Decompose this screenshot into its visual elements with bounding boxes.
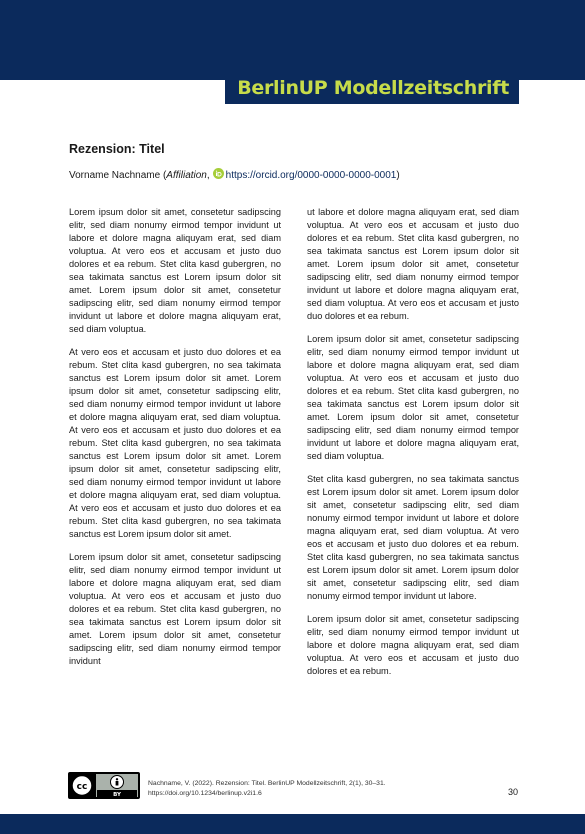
page-number: 30	[507, 787, 518, 797]
paragraph: At vero eos et accusam et justo duo dolores et ea rebum. Stet clita kasd gubergren, no sea takimata sanctus est Lorem ipsum dolor sit amet. Lorem ipsum dolor sit amet, consetetur sadipscing elitr, sed diam nonumy eirmod tempor invidunt ut labore et dolore magna aliquyam erat, sed diam voluptua. At vero eos et accusam et justo duo dolores et ea rebum. Stet clita kasd gubergren, no sea takimata sanctus est Lorem ipsum dolor sit amet. Lorem ipsum dolor sit amet, consetetur sadipscing elitr, sed diam nonumy eirmod tempor invidunt ut labore et dolore magna aliquyam erat, sed diam voluptua. At vero eos et accusam et justo duo dolores et ea rebum. Stet clita kasd gubergren, no sea takimata sanctus est Lorem ipsum dolor sit amet.	[69, 347, 281, 539]
author-name: Vorname Nachname	[69, 170, 161, 181]
paragraph: Stet clita kasd gubergren, no sea takimata sanctus est Lorem ipsum dolor sit amet. Lorem ipsum dolor sit amet, consetetur sadipscing elitr, sed diam nonumy eirmod tempor invidunt ut labore et dolore magna aliquyam erat, sed diam voluptua. At vero eos et accusam et justo duo dolores et ea rebum. Stet clita kasd gubergren, no sea takimata sanctus est Lorem ipsum dolor sit amet. Lorem ipsum dolor sit amet, consetetur sadipscing elitr, sed diam nonumy eirmod tempor invidunt ut labore.	[307, 474, 519, 601]
paragraph: Lorem ipsum dolor sit amet, consetetur sadipscing elitr, sed diam nonumy eirmod tempor invidunt ut labore et dolore magna aliquyam erat, sed diam voluptua. At vero eos et accusam et justo duo dolores et ea rebum. Stet clita kasd gubergren, no sea takimata sanctus est Lorem ipsum dolor sit amet. Lorem ipsum dolor sit amet, consetetur sadipscing elitr, sed diam nonumy eirmod tempor invidunt ut labore et dolore magna aliquyam erat, sed diam voluptua.	[69, 207, 281, 334]
svg-text:cc: cc	[76, 782, 88, 792]
paragraph: Lorem ipsum dolor sit amet, consetetur sadipscing elitr, sed diam nonumy eirmod tempor invidunt ut labore et dolore magna aliquyam erat, sed diam voluptua. At vero eos et accusam et justo duo dolores et ea rebum.	[307, 614, 519, 676]
body-columns	[69, 206, 519, 688]
orcid-icon	[213, 168, 224, 179]
cc-license-badge[interactable]	[68, 772, 140, 799]
footer-band	[0, 814, 585, 834]
paragraph: ut labore et dolore magna aliquyam erat, sed diam voluptua. At vero eos et accusam et justo duo dolores et ea rebum. Stet clita kasd gubergren, no sea takimata sanctus est Lorem ipsum dolor sit amet. Lorem ipsum dolor sit amet, consetetur sadipscing elitr, sed diam nonumy eirmod tempor invidunt ut labore et dolore magna aliquyam erat, sed diam voluptua. At vero eos et accusam et justo duo dolores et ea rebum.	[307, 207, 519, 321]
body-column-left	[69, 206, 281, 688]
orcid-link[interactable]: https://orcid.org/0000-0000-0000-0001	[225, 170, 397, 181]
citation-doi[interactable]: https://doi.org/10.1234/berlinup.v2i1.6	[148, 790, 262, 797]
author-affiliation: Affiliation	[166, 170, 207, 181]
body-column-right	[307, 206, 519, 688]
header-band	[0, 0, 585, 80]
author-line: Vorname Nachname (Affiliation, https://orcid.org/0000-0000-0000-0001)	[69, 170, 400, 181]
cc-by-label: BY	[113, 792, 121, 798]
paragraph: Lorem ipsum dolor sit amet, consetetur sadipscing elitr, sed diam nonumy eirmod tempor invidunt ut labore et dolore magna aliquyam erat, sed diam voluptua. At vero eos et accusam et justo duo dolores et ea rebum. Stet clita kasd gubergren, no sea takimata sanctus est Lorem ipsum dolor sit amet. Lorem ipsum dolor sit amet, consetetur sadipscing elitr, sed diam nonumy eirmod tempor invidunt	[69, 552, 281, 666]
citation-text: Nachname, V. (2022). Rezension: Titel. BerlinUP Modellzeitschrift, 2(1), 30–31.	[148, 780, 386, 787]
paragraph: Lorem ipsum dolor sit amet, consetetur sadipscing elitr, sed diam nonumy eirmod tempor invidunt ut labore et dolore magna aliquyam erat, sed diam voluptua. At vero eos et accusam et justo duo dolores et ea rebum. Stet clita kasd gubergren, no sea takimata sanctus est Lorem ipsum dolor sit amet. Lorem ipsum dolor sit amet, consetetur sadipscing elitr, sed diam nonumy eirmod tempor invidunt ut labore et dolore magna aliquyam erat, sed diam voluptua.	[307, 334, 519, 461]
article-title: Rezension: Titel	[69, 142, 165, 156]
journal-name-badge: BerlinUP Modellzeitschrift	[225, 72, 519, 104]
footer-citation	[148, 779, 438, 799]
